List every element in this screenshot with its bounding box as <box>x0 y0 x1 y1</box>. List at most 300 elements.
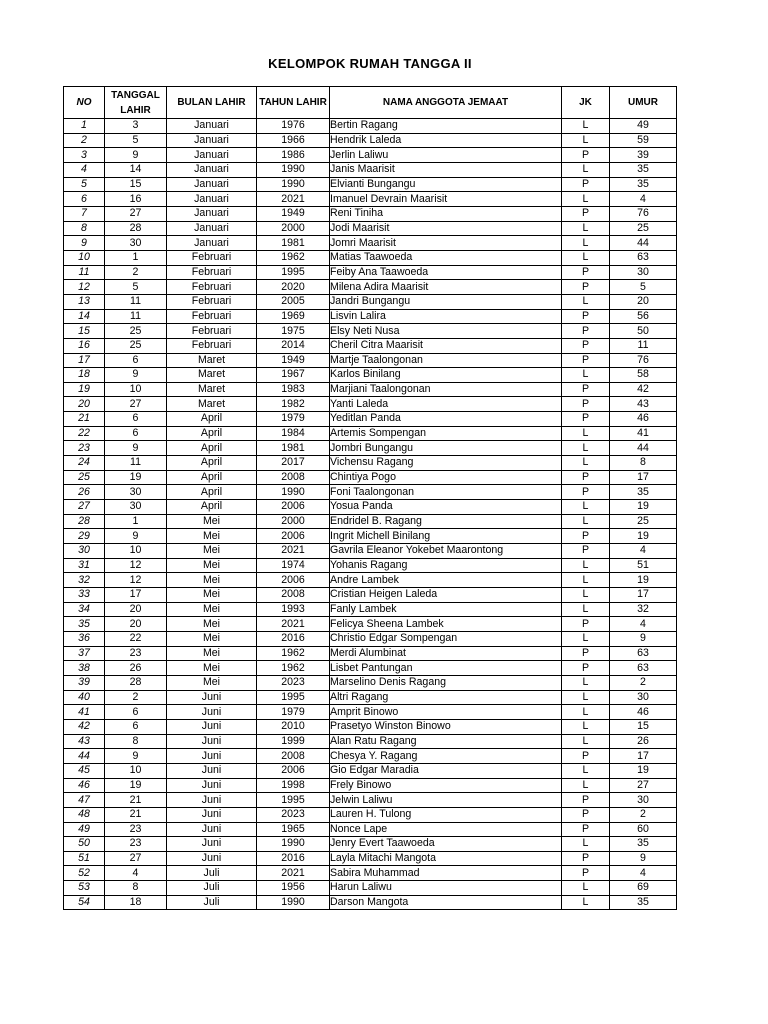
cell-bulan: Mei <box>167 573 257 588</box>
cell-nama: Cristian Heigen Laleda <box>330 588 562 603</box>
cell-tahun: 1956 <box>257 881 330 896</box>
cell-tahun: 2006 <box>257 763 330 778</box>
cell-jk: L <box>562 441 610 456</box>
cell-no: 8 <box>64 221 105 236</box>
cell-bulan: Februari <box>167 294 257 309</box>
cell-tahun: 2008 <box>257 588 330 603</box>
cell-tahun: 1979 <box>257 705 330 720</box>
table-row <box>64 368 677 383</box>
cell-tahun: 2016 <box>257 631 330 646</box>
cell-nama: Merdi Alumbinat <box>330 646 562 661</box>
cell-bulan: Januari <box>167 162 257 177</box>
cell-jk: P <box>562 206 610 221</box>
cell-umur: 19 <box>610 573 677 588</box>
cell-no: 39 <box>64 675 105 690</box>
cell-tahun: 2021 <box>257 192 330 207</box>
cell-tahun: 1995 <box>257 793 330 808</box>
cell-tanggal: 21 <box>105 793 167 808</box>
cell-tanggal: 20 <box>105 602 167 617</box>
cell-tahun: 1981 <box>257 441 330 456</box>
cell-no: 49 <box>64 822 105 837</box>
table-row <box>64 602 677 617</box>
cell-umur: 17 <box>610 749 677 764</box>
cell-tahun: 1949 <box>257 206 330 221</box>
cell-umur: 9 <box>610 851 677 866</box>
cell-umur: 20 <box>610 294 677 309</box>
cell-nama: Lisvin Lalira <box>330 309 562 324</box>
cell-jk: L <box>562 514 610 529</box>
cell-nama: Jodi Maarisit <box>330 221 562 236</box>
cell-umur: 43 <box>610 397 677 412</box>
cell-nama: Gio Edgar Maradia <box>330 763 562 778</box>
cell-tanggal: 30 <box>105 485 167 500</box>
cell-no: 34 <box>64 602 105 617</box>
table-row <box>64 148 677 163</box>
cell-tahun: 1995 <box>257 690 330 705</box>
table-row <box>64 822 677 837</box>
cell-no: 3 <box>64 148 105 163</box>
cell-umur: 30 <box>610 265 677 280</box>
table-row <box>64 763 677 778</box>
cell-jk: L <box>562 456 610 471</box>
cell-umur: 2 <box>610 807 677 822</box>
cell-bulan: Juni <box>167 822 257 837</box>
cell-umur: 30 <box>610 690 677 705</box>
cell-nama: Lauren H. Tulong <box>330 807 562 822</box>
cell-jk: L <box>562 719 610 734</box>
cell-tanggal: 8 <box>105 734 167 749</box>
cell-no: 18 <box>64 368 105 383</box>
cell-umur: 44 <box>610 236 677 251</box>
cell-umur: 19 <box>610 500 677 515</box>
cell-tanggal: 1 <box>105 250 167 265</box>
cell-tahun: 1983 <box>257 382 330 397</box>
cell-umur: 63 <box>610 250 677 265</box>
cell-bulan: Januari <box>167 177 257 192</box>
cell-bulan: Januari <box>167 236 257 251</box>
cell-bulan: Mei <box>167 631 257 646</box>
cell-tanggal: 10 <box>105 763 167 778</box>
cell-tahun: 2006 <box>257 573 330 588</box>
cell-tahun: 2008 <box>257 470 330 485</box>
cell-jk: P <box>562 470 610 485</box>
table-row <box>64 778 677 793</box>
cell-umur: 35 <box>610 177 677 192</box>
table-row <box>64 338 677 353</box>
table-row <box>64 588 677 603</box>
cell-no: 19 <box>64 382 105 397</box>
cell-nama: Gavrila Eleanor Yokebet Maarontong <box>330 544 562 559</box>
cell-umur: 17 <box>610 588 677 603</box>
table-row <box>64 646 677 661</box>
cell-tahun: 1962 <box>257 661 330 676</box>
cell-no: 51 <box>64 851 105 866</box>
cell-nama: Lisbet Pantungan <box>330 661 562 676</box>
cell-jk: L <box>562 631 610 646</box>
cell-umur: 19 <box>610 529 677 544</box>
table-row <box>64 456 677 471</box>
table-row <box>64 280 677 295</box>
cell-bulan: April <box>167 485 257 500</box>
table-row <box>64 631 677 646</box>
cell-umur: 26 <box>610 734 677 749</box>
cell-jk: P <box>562 353 610 368</box>
cell-bulan: Juni <box>167 837 257 852</box>
header-nama-anggota: NAMA ANGGOTA JEMAAT <box>330 87 562 119</box>
page-title: KELOMPOK RUMAH TANGGA II <box>268 56 472 71</box>
cell-bulan: Januari <box>167 133 257 148</box>
cell-tanggal: 27 <box>105 851 167 866</box>
cell-tanggal: 5 <box>105 133 167 148</box>
cell-tahun: 2021 <box>257 544 330 559</box>
cell-no: 6 <box>64 192 105 207</box>
cell-no: 10 <box>64 250 105 265</box>
cell-jk: P <box>562 807 610 822</box>
cell-umur: 5 <box>610 280 677 295</box>
cell-no: 47 <box>64 793 105 808</box>
cell-tahun: 2021 <box>257 866 330 881</box>
cell-umur: 27 <box>610 778 677 793</box>
cell-no: 17 <box>64 353 105 368</box>
cell-no: 42 <box>64 719 105 734</box>
cell-nama: Elsy Neti Nusa <box>330 324 562 339</box>
table-row <box>64 514 677 529</box>
cell-jk: L <box>562 763 610 778</box>
cell-no: 31 <box>64 558 105 573</box>
cell-bulan: Januari <box>167 221 257 236</box>
table-body <box>64 119 677 910</box>
cell-nama: Milena Adira Maarisit <box>330 280 562 295</box>
header-umur: UMUR <box>610 87 677 119</box>
table-row <box>64 177 677 192</box>
cell-umur: 69 <box>610 881 677 896</box>
cell-umur: 30 <box>610 793 677 808</box>
cell-tanggal: 8 <box>105 881 167 896</box>
header-jk: JK <box>562 87 610 119</box>
table-row <box>64 705 677 720</box>
table-row <box>64 309 677 324</box>
cell-tanggal: 21 <box>105 807 167 822</box>
cell-tahun: 1986 <box>257 148 330 163</box>
table-row <box>64 294 677 309</box>
cell-bulan: April <box>167 441 257 456</box>
cell-tanggal: 12 <box>105 573 167 588</box>
cell-tahun: 1979 <box>257 412 330 427</box>
cell-umur: 39 <box>610 148 677 163</box>
cell-bulan: Juni <box>167 690 257 705</box>
cell-tahun: 1981 <box>257 236 330 251</box>
member-table <box>63 86 677 910</box>
cell-tanggal: 9 <box>105 368 167 383</box>
cell-tahun: 2006 <box>257 500 330 515</box>
cell-tanggal: 19 <box>105 470 167 485</box>
cell-umur: 46 <box>610 412 677 427</box>
cell-bulan: Mei <box>167 646 257 661</box>
table-row <box>64 544 677 559</box>
cell-tahun: 2016 <box>257 851 330 866</box>
cell-nama: Prasetyo Winston Binowo <box>330 719 562 734</box>
cell-bulan: Juli <box>167 895 257 910</box>
cell-nama: Jelwin Laliwu <box>330 793 562 808</box>
cell-bulan: Juni <box>167 807 257 822</box>
cell-nama: Yosua Panda <box>330 500 562 515</box>
cell-umur: 56 <box>610 309 677 324</box>
cell-tanggal: 6 <box>105 426 167 441</box>
cell-no: 38 <box>64 661 105 676</box>
cell-nama: Cheril Citra Maarisit <box>330 338 562 353</box>
cell-bulan: Juni <box>167 734 257 749</box>
cell-nama: Andre Lambek <box>330 573 562 588</box>
cell-no: 40 <box>64 690 105 705</box>
cell-tahun: 1999 <box>257 734 330 749</box>
cell-jk: L <box>562 734 610 749</box>
cell-no: 14 <box>64 309 105 324</box>
cell-tanggal: 4 <box>105 866 167 881</box>
table-row <box>64 119 677 134</box>
cell-nama: Frely Binowo <box>330 778 562 793</box>
cell-tanggal: 28 <box>105 675 167 690</box>
table-row <box>64 690 677 705</box>
cell-tanggal: 14 <box>105 162 167 177</box>
cell-tahun: 1995 <box>257 265 330 280</box>
table-header-row <box>64 87 677 119</box>
cell-bulan: Mei <box>167 558 257 573</box>
cell-nama: Felicya Sheena Lambek <box>330 617 562 632</box>
table-row <box>64 485 677 500</box>
cell-bulan: Juni <box>167 705 257 720</box>
cell-no: 53 <box>64 881 105 896</box>
cell-umur: 35 <box>610 162 677 177</box>
cell-jk: P <box>562 617 610 632</box>
cell-jk: L <box>562 133 610 148</box>
cell-tahun: 1990 <box>257 837 330 852</box>
cell-bulan: Maret <box>167 353 257 368</box>
cell-no: 46 <box>64 778 105 793</box>
cell-jk: P <box>562 148 610 163</box>
table-row <box>64 206 677 221</box>
cell-nama: Janis Maarisit <box>330 162 562 177</box>
cell-jk: L <box>562 573 610 588</box>
cell-tanggal: 23 <box>105 822 167 837</box>
cell-nama: Jenry Evert Taawoeda <box>330 837 562 852</box>
cell-tahun: 2006 <box>257 529 330 544</box>
cell-no: 30 <box>64 544 105 559</box>
cell-nama: Layla Mitachi Mangota <box>330 851 562 866</box>
cell-tanggal: 18 <box>105 895 167 910</box>
cell-jk: P <box>562 529 610 544</box>
table-row <box>64 617 677 632</box>
cell-tanggal: 6 <box>105 412 167 427</box>
cell-tahun: 1976 <box>257 119 330 134</box>
cell-umur: 11 <box>610 338 677 353</box>
cell-jk: P <box>562 382 610 397</box>
cell-bulan: Mei <box>167 675 257 690</box>
cell-jk: P <box>562 661 610 676</box>
table-row <box>64 661 677 676</box>
cell-bulan: Mei <box>167 544 257 559</box>
cell-nama: Foni Taalongonan <box>330 485 562 500</box>
cell-nama: Hendrik Laleda <box>330 133 562 148</box>
cell-umur: 8 <box>610 456 677 471</box>
table-row <box>64 793 677 808</box>
table-row <box>64 265 677 280</box>
cell-jk: L <box>562 602 610 617</box>
cell-tanggal: 22 <box>105 631 167 646</box>
cell-tanggal: 15 <box>105 177 167 192</box>
header-bulan-lahir: BULAN LAHIR <box>167 87 257 119</box>
table-row <box>64 749 677 764</box>
cell-no: 33 <box>64 588 105 603</box>
cell-tahun: 1974 <box>257 558 330 573</box>
cell-nama: Altri Ragang <box>330 690 562 705</box>
cell-nama: Martje Taalongonan <box>330 353 562 368</box>
cell-bulan: Mei <box>167 529 257 544</box>
header-tanggal-lahir: TANGGAL LAHIR <box>105 87 167 119</box>
cell-umur: 51 <box>610 558 677 573</box>
cell-tahun: 2005 <box>257 294 330 309</box>
cell-nama: Marjiani Taalongonan <box>330 382 562 397</box>
cell-tanggal: 12 <box>105 558 167 573</box>
cell-tanggal: 23 <box>105 837 167 852</box>
cell-no: 23 <box>64 441 105 456</box>
cell-bulan: April <box>167 426 257 441</box>
cell-jk: L <box>562 705 610 720</box>
cell-tahun: 2020 <box>257 280 330 295</box>
cell-tanggal: 11 <box>105 309 167 324</box>
cell-bulan: Januari <box>167 119 257 134</box>
cell-nama: Fanly Lambek <box>330 602 562 617</box>
table-row <box>64 500 677 515</box>
cell-tanggal: 9 <box>105 148 167 163</box>
cell-jk: P <box>562 485 610 500</box>
cell-tahun: 1967 <box>257 368 330 383</box>
cell-tahun: 1990 <box>257 895 330 910</box>
cell-bulan: Januari <box>167 192 257 207</box>
cell-tahun: 1990 <box>257 177 330 192</box>
cell-nama: Jandri Bungangu <box>330 294 562 309</box>
cell-bulan: Juni <box>167 719 257 734</box>
cell-tanggal: 25 <box>105 324 167 339</box>
cell-umur: 17 <box>610 470 677 485</box>
cell-tahun: 1965 <box>257 822 330 837</box>
cell-tahun: 2000 <box>257 514 330 529</box>
cell-nama: Nonce Lape <box>330 822 562 837</box>
cell-bulan: April <box>167 500 257 515</box>
cell-jk: P <box>562 544 610 559</box>
cell-nama: Jombri Bungangu <box>330 441 562 456</box>
cell-no: 1 <box>64 119 105 134</box>
cell-jk: L <box>562 500 610 515</box>
cell-umur: 4 <box>610 617 677 632</box>
table-row <box>64 470 677 485</box>
cell-no: 15 <box>64 324 105 339</box>
cell-jk: L <box>562 192 610 207</box>
cell-nama: Bertin Ragang <box>330 119 562 134</box>
cell-nama: Yohanis Ragang <box>330 558 562 573</box>
cell-nama: Harun Laliwu <box>330 881 562 896</box>
cell-umur: 41 <box>610 426 677 441</box>
cell-tanggal: 10 <box>105 544 167 559</box>
cell-jk: L <box>562 221 610 236</box>
cell-no: 16 <box>64 338 105 353</box>
cell-bulan: Januari <box>167 148 257 163</box>
cell-tanggal: 2 <box>105 690 167 705</box>
cell-no: 37 <box>64 646 105 661</box>
cell-nama: Imanuel Devrain Maarisit <box>330 192 562 207</box>
cell-tanggal: 6 <box>105 719 167 734</box>
cell-nama: Yanti Laleda <box>330 397 562 412</box>
cell-nama: Marselino Denis Ragang <box>330 675 562 690</box>
cell-tahun: 2014 <box>257 338 330 353</box>
cell-no: 26 <box>64 485 105 500</box>
cell-no: 43 <box>64 734 105 749</box>
cell-nama: Christio Edgar Sompengan <box>330 631 562 646</box>
cell-tahun: 1962 <box>257 250 330 265</box>
cell-tahun: 1975 <box>257 324 330 339</box>
table-row <box>64 221 677 236</box>
cell-tahun: 2023 <box>257 807 330 822</box>
cell-bulan: Juni <box>167 793 257 808</box>
cell-jk: L <box>562 690 610 705</box>
cell-tanggal: 3 <box>105 119 167 134</box>
cell-bulan: Juni <box>167 749 257 764</box>
cell-bulan: Maret <box>167 382 257 397</box>
cell-nama: Alan Ratu Ragang <box>330 734 562 749</box>
cell-nama: Yeditlan Panda <box>330 412 562 427</box>
table-row <box>64 719 677 734</box>
cell-bulan: April <box>167 456 257 471</box>
cell-no: 27 <box>64 500 105 515</box>
cell-jk: P <box>562 265 610 280</box>
cell-umur: 44 <box>610 441 677 456</box>
cell-no: 29 <box>64 529 105 544</box>
cell-umur: 9 <box>610 631 677 646</box>
header-tahun-lahir: TAHUN LAHIR <box>257 87 330 119</box>
header-no: NO <box>64 87 105 119</box>
cell-tanggal: 30 <box>105 236 167 251</box>
cell-jk: L <box>562 294 610 309</box>
cell-no: 28 <box>64 514 105 529</box>
cell-umur: 58 <box>610 368 677 383</box>
cell-no: 44 <box>64 749 105 764</box>
cell-tahun: 1949 <box>257 353 330 368</box>
cell-tahun: 1966 <box>257 133 330 148</box>
cell-jk: P <box>562 309 610 324</box>
cell-no: 5 <box>64 177 105 192</box>
cell-jk: P <box>562 793 610 808</box>
cell-no: 50 <box>64 837 105 852</box>
cell-tahun: 2021 <box>257 617 330 632</box>
table-row <box>64 734 677 749</box>
cell-nama: Endridel B. Ragang <box>330 514 562 529</box>
cell-tanggal: 6 <box>105 353 167 368</box>
cell-tanggal: 5 <box>105 280 167 295</box>
cell-tahun: 1998 <box>257 778 330 793</box>
cell-bulan: Februari <box>167 338 257 353</box>
cell-bulan: Mei <box>167 661 257 676</box>
table-row <box>64 837 677 852</box>
cell-umur: 63 <box>610 646 677 661</box>
cell-nama: Chintiya Pogo <box>330 470 562 485</box>
cell-jk: L <box>562 236 610 251</box>
cell-bulan: Juni <box>167 763 257 778</box>
cell-jk: P <box>562 177 610 192</box>
cell-nama: Matias Taawoeda <box>330 250 562 265</box>
table-row <box>64 397 677 412</box>
cell-tahun: 2017 <box>257 456 330 471</box>
cell-jk: P <box>562 866 610 881</box>
cell-tanggal: 11 <box>105 456 167 471</box>
